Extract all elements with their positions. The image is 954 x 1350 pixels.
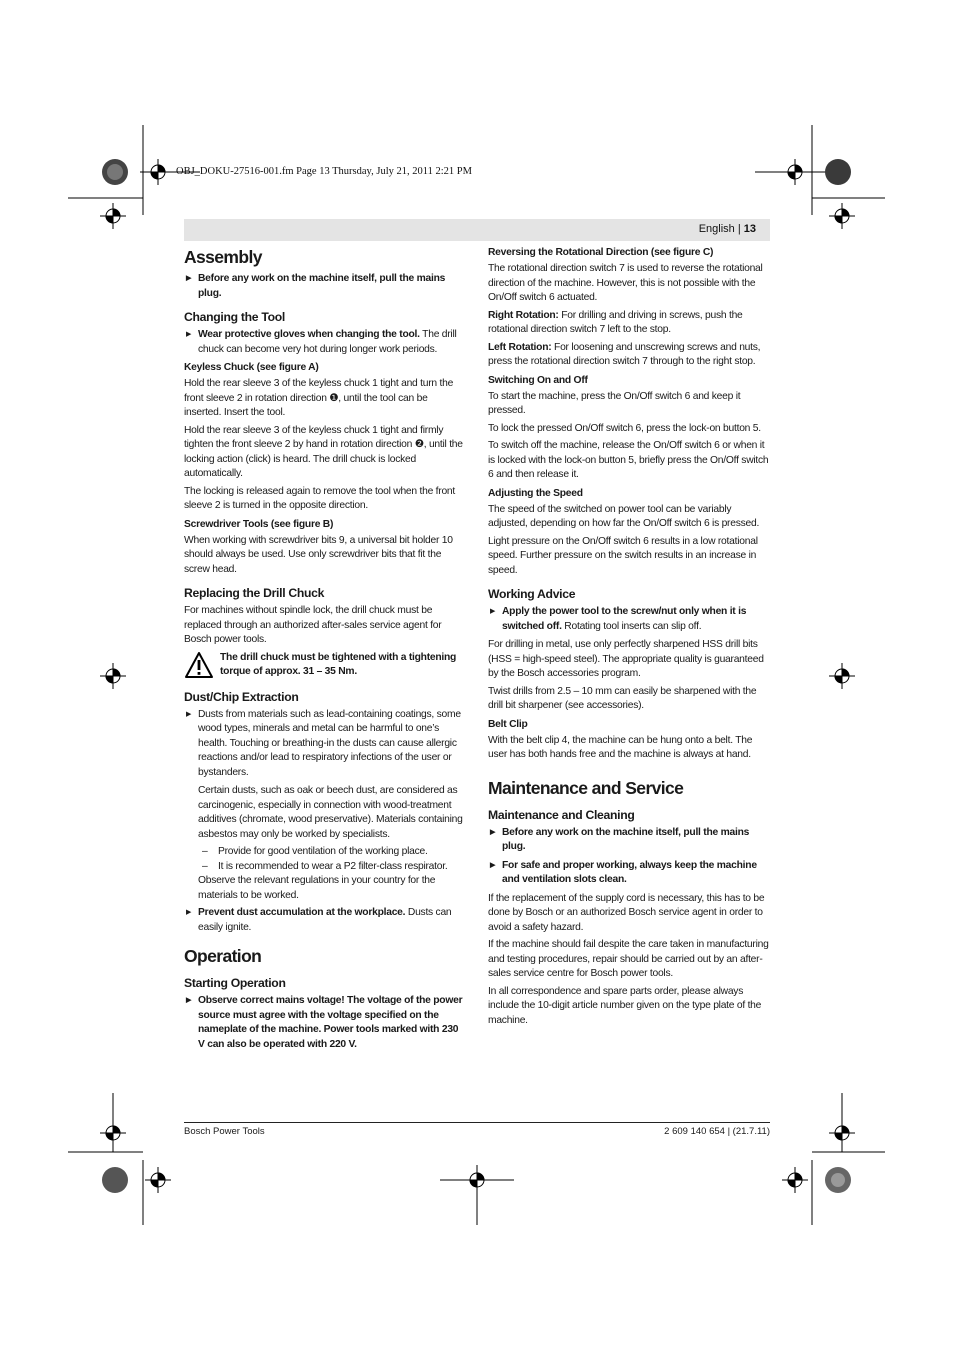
speed-heading: Adjusting the Speed <box>488 487 583 499</box>
switch-paragraph-2: To lock the pressed On/Off switch 6, press the lock-on button 5. <box>488 422 761 434</box>
left-rotation-paragraph <box>488 341 770 370</box>
gloves-warning-text: The drill chuck can become very hot during longer work periods. <box>198 329 457 355</box>
footer-rule <box>184 1122 770 1123</box>
reversing-paragraph: The rotational direction switch 7 is used to reverse the rotational direction of the machine. However, this is not possible with the On/Off switch 6 actuated. <box>488 263 763 303</box>
dust-accumulation-warning <box>184 906 466 935</box>
left-rotation-text: For loosening and unscrewing screws and nuts, press the rotational direction switch 7 through to the right stop. <box>488 341 761 367</box>
switching-heading: Switching On and Off <box>488 374 588 386</box>
right-rotation-label: Right Rotation: <box>488 309 559 321</box>
dust-dash-2: – It is recommended to wear a P2 filter-class respirator. <box>184 860 466 875</box>
dust-extraction-heading: Dust/Chip Extraction <box>184 689 299 704</box>
belt-clip-paragraph: With the belt clip 4, the machine can be hung onto a belt. The user has both hands free and the machine is always at hand. <box>488 734 753 760</box>
left-rotation-label: Left Rotation: <box>488 341 552 353</box>
maintenance-paragraph-2: If the machine should fail despite the care taken in manufacturing and testing procedures, repair should be carried out by an after-sales service centre for Bosch power tools. <box>488 939 769 979</box>
reversing-heading: Reversing the Rotational Direction (see figure C) <box>488 247 714 258</box>
dust-bullet: ▶ Dusts from materials such as lead-containing coatings, some wood types, minerals and metal can be harmful to one’s health. Touching or breathing-in the dusts can cause allergic reactions and/or lead to respiratory infections of the user or bystanders. <box>184 708 466 781</box>
right-rotation-text: For drilling and driving in screws, push the rotational direction switch 7 left to the stop. <box>488 309 743 335</box>
dust-accum-text: Dusts can easily ignite. <box>198 907 452 933</box>
print-slug: OBJ_DOKU-27516-001.fm Page 13 Thursday, July 21, 2011 2:21 PM <box>176 166 472 177</box>
warning-triangle-icon <box>184 651 214 679</box>
advice-paragraph-1: For drilling in metal, use only perfectly sharpened HSS drill bits (HSS = high-speed steel). The appropriate quality is guaranteed by the Bosch accessories program. <box>488 639 764 679</box>
dust-paragraph-3: Observe the relevant regulations in your country for the materials to be worked. <box>198 875 436 901</box>
speed-paragraph-2: Light pressure on the On/Off switch 6 results in a low rotational speed. Further pressure on the switch results in an increase in speed. <box>488 535 758 576</box>
maintenance-cleaning-heading: Maintenance and Cleaning <box>488 807 635 822</box>
footer-doc-number: 2 609 140 654 | (21.7.11) <box>664 1126 770 1137</box>
advice-warning-bold: Apply the power tool to the screw/nut only when it is switched off. <box>502 606 747 632</box>
dust-paragraph-2: Certain dusts, such as oak or beech dust, are considered as carcinogenic, especially in connection with wood-treatment additives (chromate, wood preservative). Materials containing asbestos may only be worked by specialists. <box>198 785 463 840</box>
maintenance-service-heading: Maintenance and Service <box>488 777 684 798</box>
advice-warning <box>488 605 770 634</box>
voltage-warning: ▶ Observe correct mains voltage! The voltage of the power source must agree with the voltage specified on the nameplate of the machine. Power tools marked with 230 V can also be operated with 220 V. <box>184 994 466 1052</box>
advice-paragraph-2: Twist drills from 2.5 – 10 mm can easily be sharpened with the drill bit sharpener (see accessories). <box>488 685 757 711</box>
page-header <box>184 219 770 241</box>
maintenance-warning-1: ▶ Before any work on the machine itself, pull the mains plug. <box>488 826 770 855</box>
keyless-paragraph-1: Hold the rear sleeve 3 of the keyless chuck 1 tight and turn the front sleeve 2 in rotation direction ❶, until the tool can be inserted. Insert the tool. <box>184 378 454 418</box>
maintenance-paragraph-3: In all correspondence and spare parts order, please always include the 10-digit article number given on the type plate of the machine. <box>488 985 762 1026</box>
operation-heading: Operation <box>184 946 262 966</box>
gloves-warning <box>184 328 466 357</box>
keyless-chuck-heading: Keyless Chuck (see figure A) <box>184 362 319 373</box>
changing-tool-heading: Changing the Tool <box>184 310 285 324</box>
maintenance-warning-2: ▶ For safe and proper working, always keep the machine and ventilation slots clean. <box>488 859 770 888</box>
header-language: English <box>698 223 735 235</box>
assembly-heading: Assembly <box>184 247 262 267</box>
screwdriver-paragraph: When working with screwdriver bits 9, a universal bit holder 10 should always be used. Use only screwdriver bits that fit the screw head. <box>184 534 453 575</box>
header-language-page: English | 13 <box>698 223 756 235</box>
left-column <box>184 246 466 1056</box>
keyless-paragraph-3: The locking is released again to remove the tool when the front sleeve 2 is turned in the opposite direction. <box>184 485 456 511</box>
starting-operation-heading: Starting Operation <box>184 976 286 990</box>
torque-warning-text: The drill chuck must be tightened with a tightening torque of approx. 31 – 35 Nm. <box>220 651 457 677</box>
maintenance-paragraph-1: If the replacement of the supply cord is necessary, this has to be done by Bosch or an authorized Bosch service agent in order to avoid a safety hazard. <box>488 892 765 933</box>
page-number: 13 <box>743 223 756 235</box>
switch-paragraph-1: To start the machine, press the On/Off switch 6 and keep it pressed. <box>488 390 741 416</box>
advice-warning-text: Rotating tool inserts can slip off. <box>561 620 702 632</box>
footer-brand: Bosch Power Tools <box>184 1126 265 1137</box>
right-column <box>488 246 770 1031</box>
switch-paragraph-3: To switch off the machine, release the On/Off switch 6 or when it is locked with the lock-on button 5, briefly press the On/Off switch 6 and then release it. <box>488 440 769 480</box>
dust-dash-1: – Provide for good ventilation of the working place. <box>184 845 466 860</box>
replacing-chuck-heading: Replacing the Drill Chuck <box>184 586 325 600</box>
replacing-paragraph: For machines without spindle lock, the drill chuck must be replaced through an authorized after-sales service agent for Bosch power tools. <box>184 605 442 645</box>
dust-accum-bold: Prevent dust accumulation at the workplace. <box>198 907 406 918</box>
assembly-warning: ▶ Before any work on the machine itself, pull the mains plug. <box>184 272 466 301</box>
working-advice-heading: Working Advice <box>488 587 576 601</box>
torque-warning <box>184 651 466 681</box>
keyless-paragraph-2: Hold the rear sleeve 3 of the keyless chuck 1 tight and firmly tighten the front sleeve 2 by hand in rotation direction ❷, until the locking action (click) is heard. The drill chuck is locked automatically. <box>184 424 463 479</box>
screwdriver-heading: Screwdriver Tools (see figure B) <box>184 518 334 530</box>
gloves-warning-bold: Wear protective gloves when changing the tool. <box>198 329 420 340</box>
right-rotation-paragraph <box>488 309 770 338</box>
speed-paragraph-1: The speed of the switched on power tool can be variably adjusted, depending on how far the On/Off switch 6 is pressed. <box>488 503 760 529</box>
belt-clip-heading: Belt Clip <box>488 718 528 730</box>
